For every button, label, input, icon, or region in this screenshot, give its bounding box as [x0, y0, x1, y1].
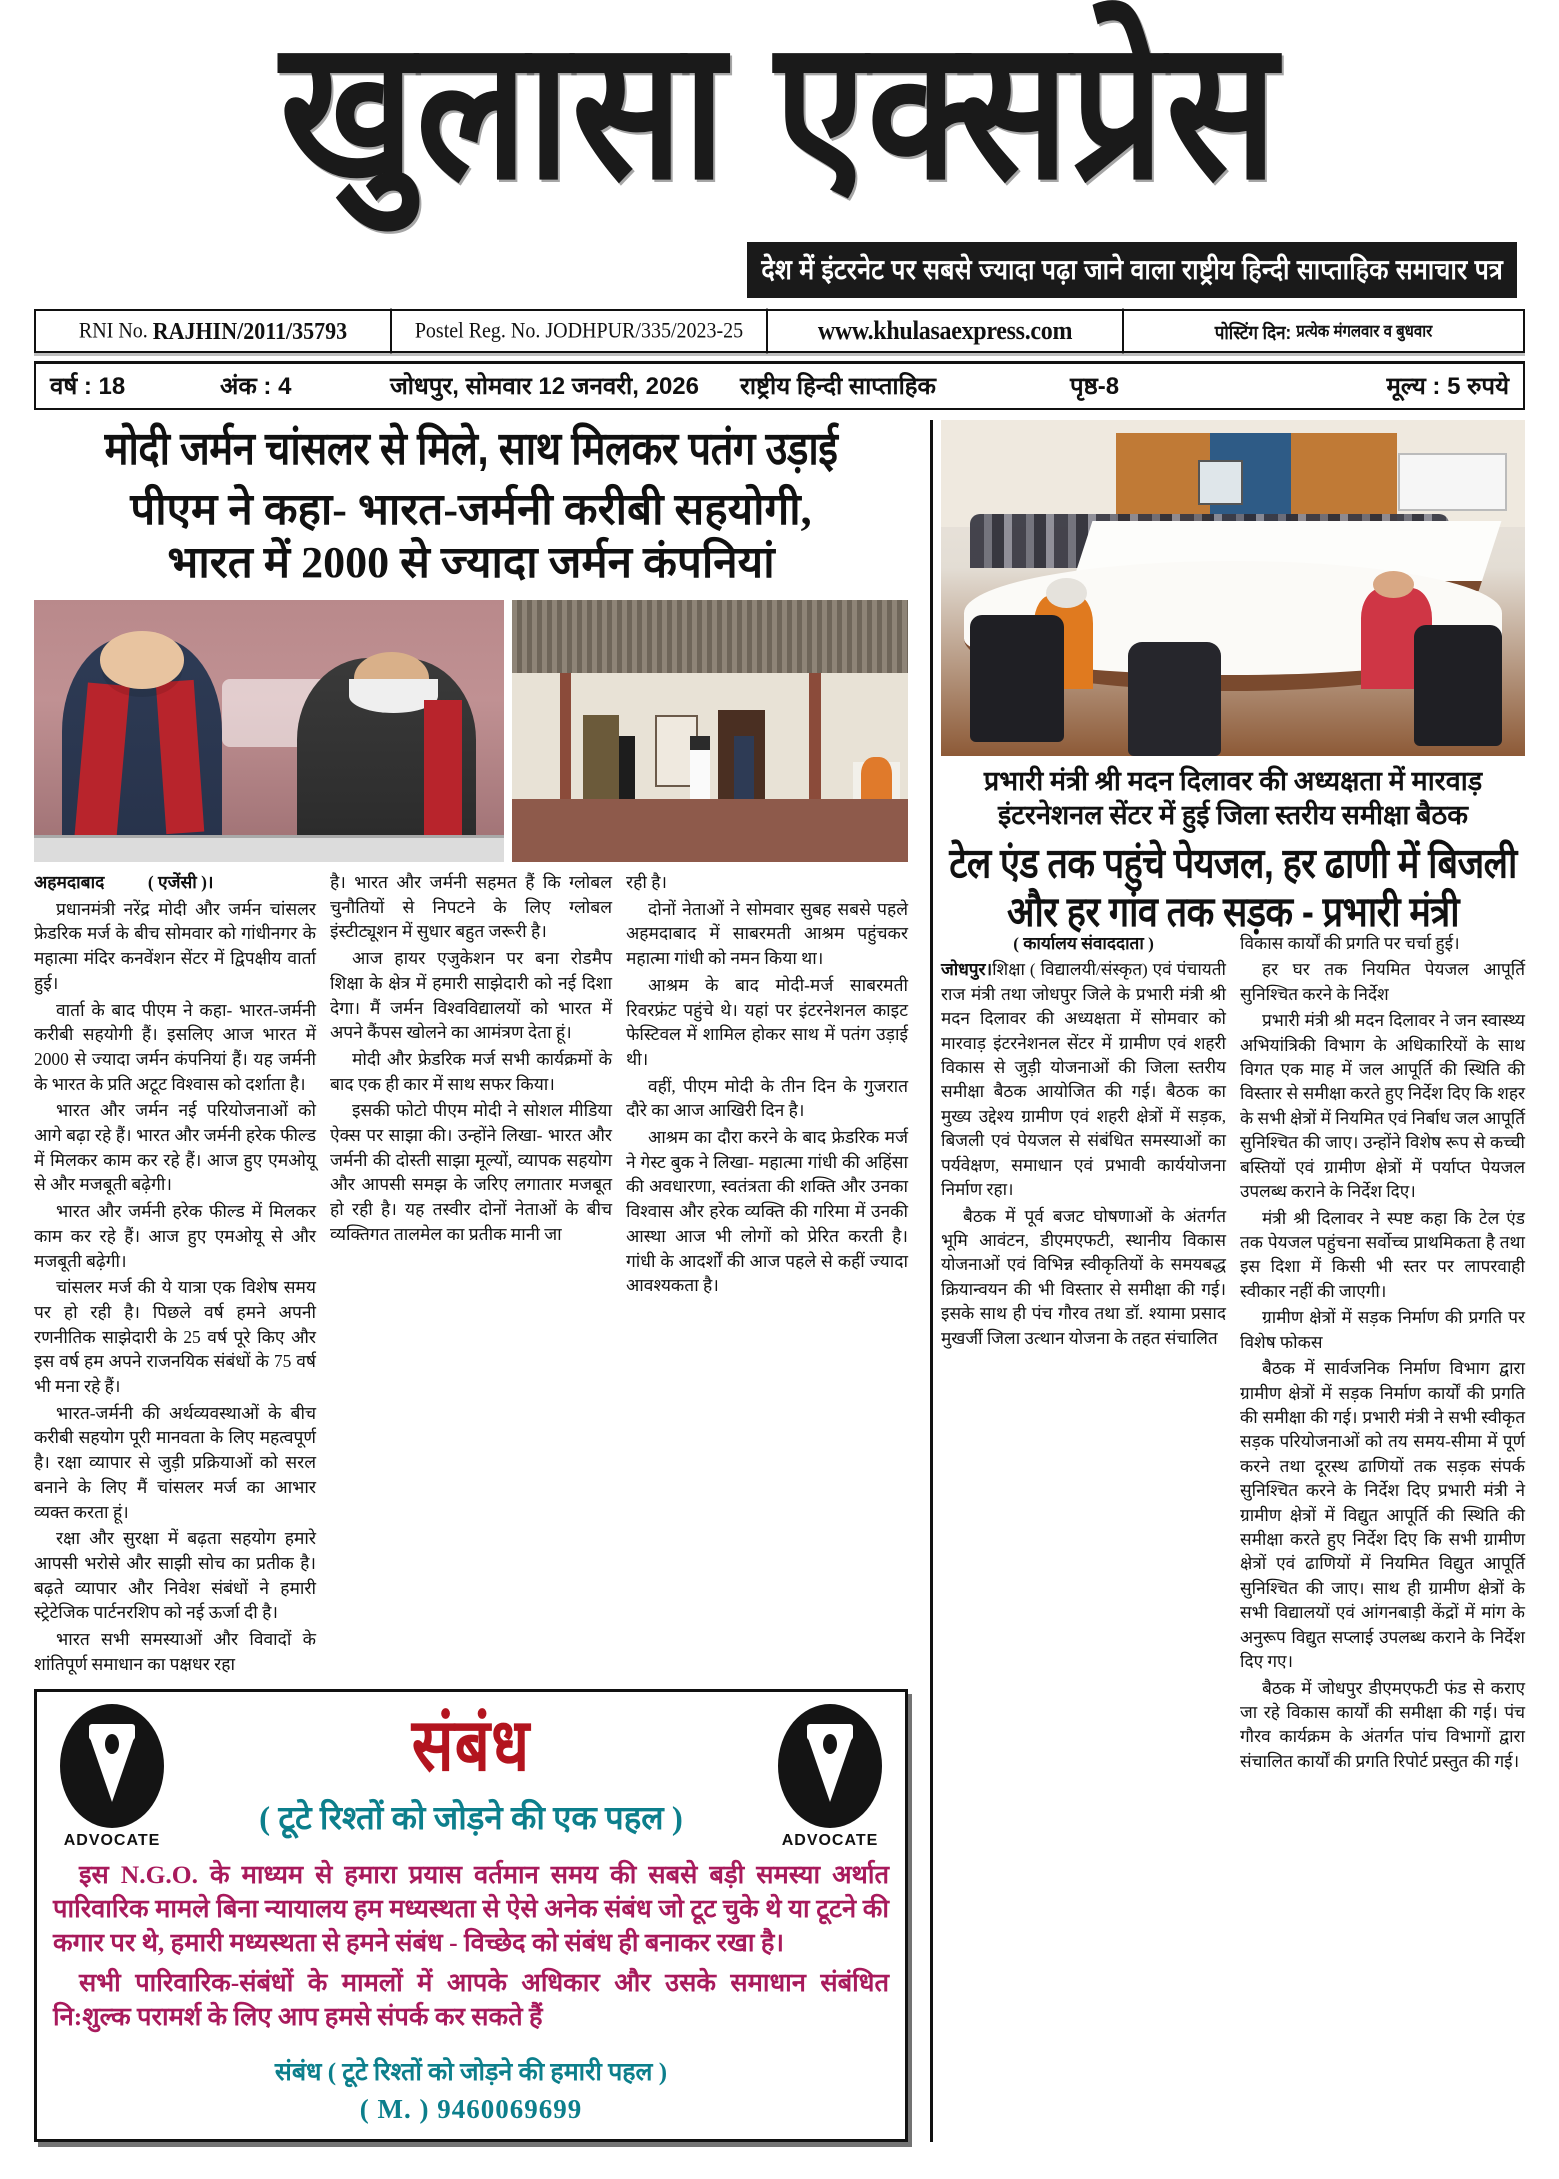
lead-subhead-line-2: भारत में 2000 से ज्यादा जर्मन कंपनियां [167, 538, 775, 588]
lead-paragraph: रही है। [626, 872, 668, 893]
lead-paragraph: भारत और जर्मनी हरेक फील्ड में मिलकर काम कर रहे हैं। आज हुए एमओयू से और मजबूती बढ़ेगी। [34, 1201, 316, 1271]
lead-column-2 [330, 870, 612, 1679]
photo-detail-chair [970, 615, 1063, 743]
ad-title-block [171, 1704, 771, 1839]
photo-detail-wood-panel [1116, 433, 1209, 520]
newspaper-tagline: देश में इंटरनेट पर सबसे ज्यादा पढ़ा जाने वाला राष्ट्रीय हिन्दी साप्ताहिक समाचार पत्र [747, 242, 1517, 298]
periodicity: राष्ट्रीय हिन्दी साप्ताहिक [740, 373, 936, 401]
rni-value: RAJHIN/2011/35793 [152, 316, 348, 345]
lead-story-block [34, 420, 922, 2142]
masthead [0, 0, 1559, 295]
ad-paragraph: सभी पारिवारिक-संबंधों के मामलों में आपके अधिकार और उसके समाधान संबंधित नि:शुल्क परामर्श के लिए आप हमसे संपर्क कर सकते हैं [53, 1967, 889, 2032]
lead-subhead-line-1: पीएम ने कहा- भारत-जर्मनी करीबी सहयोगी, [130, 484, 812, 534]
secondary-column-1 [941, 932, 1226, 1776]
sabarmati-ashram-photo [512, 600, 908, 862]
place-and-date: जोधपुर, सोमवार 12 जनवरी, 2026 [390, 373, 699, 401]
secondary-dateline-place: जोधपुर। [941, 960, 993, 980]
lead-photo-row [34, 600, 908, 862]
volume-year: वर्ष : 18 [50, 373, 126, 401]
ad-body-text [53, 1858, 889, 2035]
lead-paragraph: भारत सभी समस्याओं और विवादों के शांतिपूर्ण समाधान का पक्षधर रहा [34, 1629, 316, 1674]
advocate-tie-icon [778, 1704, 882, 1828]
lead-paragraph: मोदी और फ्रेडरिक मर्ज सभी कार्यक्रमों के बाद एक ही कार में साथ सफर किया। [330, 1048, 612, 1094]
photo-detail-wall [512, 673, 908, 799]
photo-detail-chair [1128, 642, 1221, 756]
column-divider [930, 420, 933, 2142]
secondary-headline-line-2: और हर गांव तक सड़क - प्रभारी मंत्री [1007, 888, 1459, 936]
page-count: पृष्ठ-8 [1070, 373, 1120, 401]
website-cell[interactable]: www.khulasaexpress.com [768, 308, 1124, 353]
lead-paragraph: प्रधानमंत्री नरेंद्र मोदी और जर्मन चांसलर फ्रेडरिक मर्ज के बीच सोमवार को गांधीनगर के महात्मा मंदिर कनवेंशन सेंटर में द्विपक्षीय वार्ता हुई। [34, 898, 316, 993]
photo-detail-roof [512, 600, 908, 673]
lead-story-columns [34, 870, 908, 1679]
ad-footer [53, 2054, 889, 2125]
secondary-subheading: ग्रामीण क्षेत्रों में सड़क निर्माण की प्रगति पर विशेष फोकस [1240, 1308, 1525, 1352]
secondary-paragraph: बैठक में सार्वजनिक निर्माण विभाग द्वारा ग्रामीण क्षेत्रों में सड़क निर्माण कार्यों की प्रगति की समीक्षा की गई। प्रभारी मंत्री ने सभी स्वीकृत सड़क परियोजनाओं को तय समय-सीमा में पूर्ण करने तथा दूरस्थ ढाणियों तक सड़क संपर्क सुनिश्चित करने के निर्देश दिए प्रभारी मंत्री ने ग्रामीण क्षेत्रों में विद्युत आपूर्ति की स्थिति की समीक्षा करते हुए निर्देश दिए कि सभी ग्रामीण क्षेत्रों एवं ढाणियों में नियमित विद्युत आपूर्ति सुनिश्चित की जाए। साथ ही ग्रामीण क्षेत्रों के सभी विद्यालयों एवं आंगनबाड़ी केंद्रों में मांग के अनुरूप विद्युत सप्लाई उपलब्ध कराने के निर्देश दिए गए। [1240, 1359, 1525, 1672]
sambandh-advertisement[interactable] [34, 1689, 908, 2143]
secondary-paragraph: मंत्री श्री दिलावर ने स्पष्ट कहा कि टेल एंड तक पेयजल पहुंचना सर्वोच्च प्राथमिकता है तथा इस दिशा में किसी भी स्तर पर लापरवाही स्वीकार नहीं की जाएगी। [1240, 1208, 1525, 1301]
advocate-label: ADVOCATE [781, 1831, 879, 1849]
lead-paragraph: भारत-जर्मनी की अर्थव्यवस्थाओं के बीच करीबी सहयोग पूरी मानवता के लिए महत्वपूर्ण है। रक्षा व्यापार से जुड़ी प्रक्रियाओं को सरल बनाने के लिए मैं चांसलर मर्ज का आभार व्यक्त करता हूं। [34, 1402, 316, 1522]
secondary-subheading: हर घर तक नियमित पेयजल आपूर्ति सुनिश्चित करने के निर्देश [1240, 960, 1525, 1004]
secondary-paragraph: विकास कार्यों की प्रगति पर चर्चा हुई। [1240, 933, 1460, 953]
lead-paragraph: भारत और जर्मन नई परियोजनाओं को आगे बढ़ा रहे हैं। भारत और जर्मनी हरेक फील्ड में मिलकर काम कर रहे हैं। आज हुए एमओयू से और मजबूती बढ़ेगी। [34, 1100, 316, 1195]
photo-detail-stole [156, 680, 204, 834]
dateline-agency: ( एजेंसी )। [147, 872, 214, 893]
ad-paragraph: इस N.G.O. के माध्यम से हमारा प्रयास वर्तमान समय की सबसे बड़ी समस्या अर्थात पारिवारिक मामले बिना न्यायालय हम मध्यस्थता से ऐसे अनेक संबंध जो टूट चुके थे या टूटने की कगार पर थे, हमारी मध्यस्थता से हमने संबंध - विच्छेद को संबंध ही बनाकर रखा है। [53, 1859, 889, 1957]
photo-detail-monitor [1198, 460, 1243, 504]
advocate-logo-left [53, 1704, 171, 1850]
newspaper-title: खुलासा एक्सप्रेस [280, 1, 1279, 218]
secondary-headline-line-1: टेल एंड तक पहुंचे पेयजल, हर ढाणी में बिजली [949, 838, 1517, 887]
postal-reg-cell: Postel Reg. No. JODHPUR/335/2023-25 [392, 308, 768, 353]
issue-number: अंक : 4 [220, 373, 292, 401]
registration-info-bar [34, 309, 1525, 353]
issue-dateline-bar [34, 361, 1525, 410]
photo-detail-projection-screen [1398, 453, 1507, 511]
lead-column-1 [34, 870, 316, 1679]
photo-detail-seated-person [861, 757, 893, 799]
modi-chancellor-kite-photo [34, 600, 504, 862]
lead-paragraph: आश्रम के बाद मोदी-मर्ज साबरमती रिवरफ्रंट पहुंचे थे। यहां पर इंटरनेशनल काइट फेस्टिवल में शामिल होकर साथ में पतंग उड़ाई थी। [626, 974, 908, 1069]
secondary-column-2 [1240, 932, 1525, 1776]
tagline-container [34, 245, 1525, 295]
secondary-photo-caption [941, 764, 1525, 833]
photo-detail-stole [74, 682, 130, 842]
photo-detail-window [583, 715, 619, 799]
lead-headline: मोदी जर्मन चांसलर से मिले, साथ मिलकर पतंग उड़ाई [104, 423, 838, 475]
ad-title: संबंध [411, 1704, 531, 1787]
rni-cell [36, 308, 392, 353]
secondary-paragraph: प्रभारी मंत्री श्री मदन दिलावर ने जन स्वास्थ्य अभियांत्रिकी विभाग के अधिकारियों के साथ विगत एक माह में जल आपूर्ति की स्थिति की विस्तार से समीक्षा करते हुए निर्देश दिए कि शहर के सभी क्षेत्रों में नियमित एवं निर्बाध जल आपूर्ति सुनिश्चित की जाए। उन्होंने विशेष रूप से कच्ची बस्तियों एवं ग्रामीण क्षेत्रों में पर्याप्त पेयजल उपलब्ध कराने के निर्देश दिए। [1240, 1011, 1525, 1202]
secondary-paragraph [941, 958, 1226, 1202]
posting-days-cell [1124, 308, 1523, 353]
ad-header [53, 1704, 889, 1850]
lead-column-3 [626, 870, 908, 1679]
secondary-story-columns [941, 932, 1525, 1776]
lead-paragraph: आश्रम का दौरा करने के बाद फ्रेडरिक मर्ज ने गेस्ट बुक ने लिखा- महात्मा गांधी की अहिंसा की अवधारणा, स्वतंत्रता की शक्ति और उनका विश्वास और हरेक व्यक्ति की गरिमा में उनकी आस्था आज भी लोगों को प्रेरित करती है। गांधी के आदर्शों की आज पहले से कहीं ज्यादा आवश्यकता है। [626, 1127, 908, 1296]
lead-paragraph: वार्ता के बाद पीएम ने कहा- भारत-जर्मनी करीबी सहयोगी हैं। इसलिए आज भारत में 2000 से ज्यादा जर्मन कंपनियां हैं। यह जर्मनी के भारत के प्रति अटूट विश्वास को दर्शाता है। [34, 999, 316, 1094]
secondary-byline: ( कार्यालय संवाददाता ) [1013, 933, 1154, 953]
cover-price: मूल्य : 5 रुपये [1386, 373, 1509, 401]
rni-label: RNI No. [78, 317, 148, 343]
advocate-tie-icon [60, 1704, 164, 1828]
main-content [34, 420, 1525, 2142]
lead-paragraph: आज हायर एजुकेशन पर बना रोडमैप शिक्षा के क्षेत्र में हमारी साझेदारी को नई दिशा देगा। मैं जर्मन विश्वविद्यालयों को भारत में अपने कैंपस खोलने का आमंत्रण देता हूं। [330, 948, 612, 1043]
lead-paragraph: रक्षा और सुरक्षा में बढ़ता सहयोग हमारे आपसी भरोसे और साझी सोच का प्रतीक है। बढ़ते व्यापार और निवेश संबंधों ने हमारी स्ट्रेटेजिक पार्टनरशिप को नई ऊर्जा दी है। [34, 1528, 316, 1623]
ad-footer-tagline: संबंध ( टूटे रिश्तों को जोड़ने की हमारी पहल ) [274, 2059, 668, 2087]
advocate-label: ADVOCATE [63, 1831, 161, 1849]
posting-label: पोस्टिंग दिन: [1214, 321, 1292, 343]
lead-subhead [34, 483, 908, 590]
secondary-headline [941, 839, 1525, 938]
advocate-logo-right [771, 1704, 889, 1850]
lead-paragraph: वहीं, पीएम मोदी के तीन दिन के गुजरात दौरे का आज आखिरी दिन है। [626, 1075, 908, 1121]
photo-detail-floor [512, 799, 908, 862]
secondary-story-block [941, 420, 1525, 2142]
caption-line-1: प्रभारी मंत्री श्री मदन दिलावर की अध्यक्षता में मारवाड़ [983, 765, 1483, 796]
posting-value: प्रत्येक मंगलवार व बुधवार [1296, 321, 1433, 341]
lead-paragraph: चांसलर मर्ज की ये यात्रा एक विशेष समय पर हो रही है। पिछले वर्ष हमने अपनी रणनीतिक साझेदारी के 25 वर्ष पूरे किए और इस वर्ष हम अपने राजनयिक संबंधों के 75 वर्ष भी मना रहे हैं। [34, 1277, 316, 1397]
photo-detail-railing [34, 835, 504, 862]
dateline-place: अहमदाबाद [34, 872, 105, 893]
secondary-first-paragraph: शिक्षा ( विद्यालयी/संस्कृत) एवं पंचायती राज मंत्री तथा जोधपुर जिले के प्रभारी मंत्री श्री मदन दिलावर की अध्यक्षता में सोमवार को मारवाड़ इंटरनेशनल सेंटर में ग्रामीण एवं शहरी विकास से जुड़ी योजनाओं की जिला स्तरीय समीक्षा बैठक आयोजित की गई। बैठक का मुख्य उद्देश्य ग्रामीण एवं शहरी क्षेत्रों में सड़क, बिजली एवं पेयजल से संबंधित समस्याओं का पर्यवेक्षण, समाधान एवं प्रभावी कार्ययोजना निर्माण रहा। [941, 960, 1226, 1200]
lead-paragraph: है। भारत और जर्मनी सहमत हैं कि ग्लोबल चुनौतियों से निपटने के लिए ग्लोबल इंस्टीट्यूशन में सुधार बहुत जरूरी है। [330, 872, 612, 942]
photo-detail-minister-head [1046, 578, 1087, 608]
lead-dateline [34, 870, 316, 895]
photo-detail-chair [1414, 625, 1502, 746]
secondary-paragraph: बैठक में जोधपुर डीएमएफटी फंड से कराए जा रहे विकास कार्यों की समीक्षा की गई। पंच गौरव कार्यक्रम के अंतर्गत पांच विभागों द्वारा संचालित कार्यों की प्रगति रिपोर्ट प्रस्तुत की गई। [1240, 1678, 1525, 1771]
secondary-paragraph: बैठक में पूर्व बजट घोषणाओं के अंतर्गत भूमि आवंटन, डीएमएफटी, स्थानीय विकास योजनाओं एवं विभिन्न स्वीकृतियों के समयबद्ध क्रियान्वयन की भी विस्तार से समीक्षा की गई। इसके साथ ही पंच गौरव तथा डॉ. श्यामा प्रसाद मुखर्जी जिला उत्थान योजना के तहत संचालित [941, 1206, 1226, 1348]
photo-detail-wood-panel [1291, 433, 1396, 520]
photo-detail-attendee-head [1373, 571, 1414, 598]
caption-line-2: इंटरनेशनल सेंटर में हुई जिला स्तरीय समीक्षा बैठक [998, 800, 1468, 831]
photo-detail-stole [424, 700, 462, 841]
lead-paragraph: इसकी फोटो पीएम मोदी ने सोशल मीडिया ऐक्स पर साझा की। उन्होंने लिखा- भारत और जर्मनी की दोस्ती साझा मूल्यों, व्यापक सहयोग और आपसी समझ के जरिए लगातार मजबूत हो रही है। यह तस्वीर दोनों नेताओं के बीच व्यक्तिगत तालमेल का प्रतीक मानी जा [330, 1100, 612, 1244]
district-review-meeting-photo [941, 420, 1525, 756]
ad-contact-number[interactable]: ( M. ) 9460069699 [359, 2094, 583, 2125]
lead-paragraph: दोनों नेताओं ने सोमवार सुबह सबसे पहले अहमदाबाद में साबरमती आश्रम पहुंचकर महात्मा गांधी को नमन किया था। [626, 898, 908, 969]
ad-subtitle: ( टूटे रिश्तों को जोड़ने की एक पहल ) [259, 1800, 683, 1837]
